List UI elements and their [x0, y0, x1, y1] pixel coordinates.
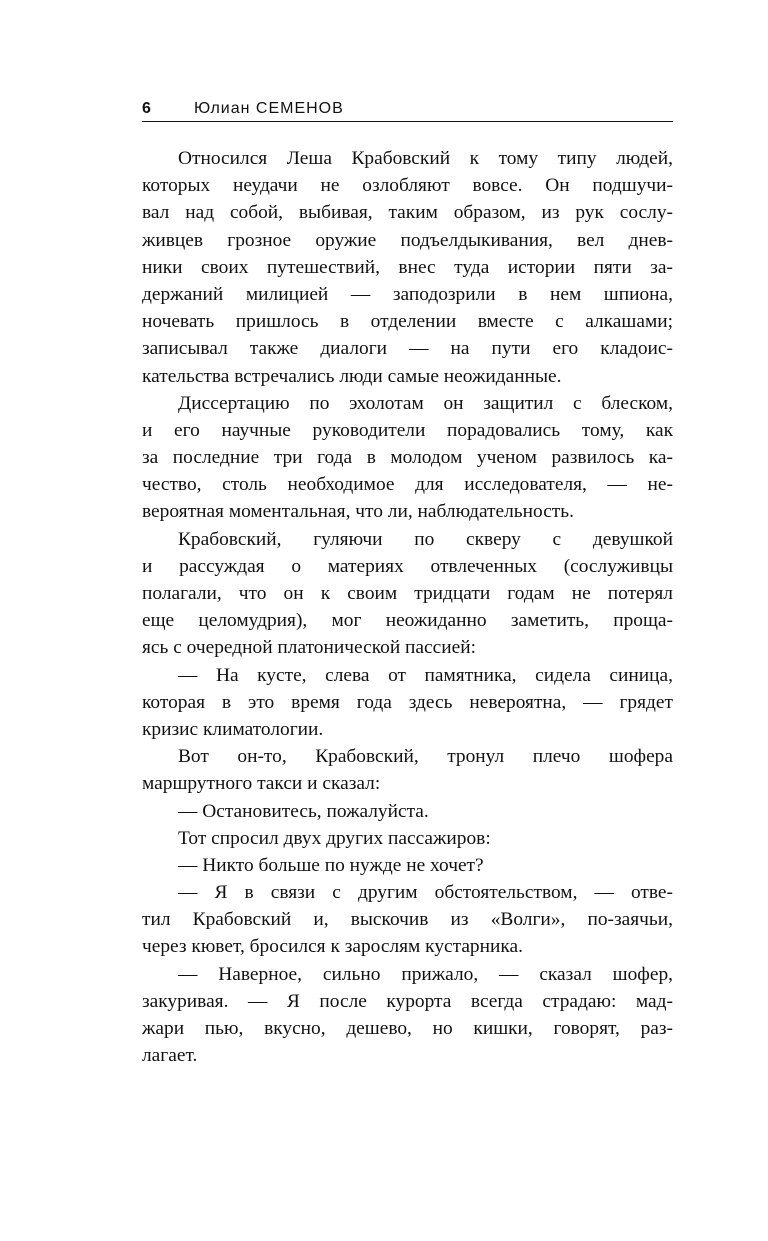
text-line: держаний милицией — заподозрили в нем шпиона, [142, 283, 673, 305]
text-line: тил Крабовский и, выскочив из «Волги», по-заячьи, [142, 909, 673, 931]
text-line: — Я в связи с другим обстоятельством, — отве- [178, 882, 673, 904]
text-line: кательства встречались люди самые неожиданные. [142, 365, 562, 387]
text-line: вал над собой, выбивая, таким образом, из рук сослу- [142, 202, 673, 224]
text-line: Крабовский, гуляючи по скверу с девушкой [178, 528, 673, 550]
text-line: записывал также диалоги — на пути его кладоис- [142, 338, 673, 360]
author-name: Юлиан СЕМЕНОВ [194, 100, 344, 117]
text-line: — Остановитесь, пожалуйста. [178, 800, 429, 822]
text-line: Диссертацию по эхолотам он защитил с блеском, [178, 392, 673, 414]
body-text [142, 145, 673, 1069]
text-line: Тот спросил двух других пассажиров: [178, 827, 491, 849]
text-line: ночевать пришлось в отделении вместе с алкашами; [142, 311, 673, 333]
text-line: и рассуждая о материях отвлеченных (сослуживцы [142, 555, 673, 577]
text-line: жари пью, вкусно, дешево, но кишки, говорят, раз- [142, 1018, 673, 1039]
text-line: маршрутного такси и сказал: [142, 773, 381, 795]
text-line: еще целомудрия), мог неожиданно заметить, проща- [142, 610, 673, 632]
text-line: живцев грозное оружие подъелдыкивания, вел днев- [142, 229, 673, 251]
text-line: чество, столь необходимое для исследователя, — не- [142, 474, 673, 496]
text-line: которая в это время года здесь невероятна, — грядет [142, 691, 673, 713]
text-line: закуривая. — Я после курорта всегда страдаю: мад- [142, 990, 673, 1012]
text-line: — На кусте, слева от памятника, сидела синица, [178, 664, 673, 686]
text-line: Вот он-то, Крабовский, тронул плечо шофера [178, 746, 673, 768]
text-line: — Наверное, сильно прижало, — сказал шофер, [178, 963, 673, 985]
text-line: через кювет, бросился к зарослям кустарника. [142, 936, 523, 958]
text-line: ясь с очередной платонической пассией: [142, 637, 477, 659]
text-line: которых неудачи не озлобляют вовсе. Он подшучи- [142, 175, 673, 197]
running-header [142, 99, 673, 121]
header-rule [142, 121, 673, 122]
text-line: и его научные руководители порадовались тому, как [142, 419, 673, 441]
text-line: ники своих путешествий, внес туда истории пяти за- [142, 256, 673, 278]
text-line: за последние три года в молодом ученом развилось ка- [142, 447, 673, 469]
text-line: вероятная моментальная, что ли, наблюдательность. [142, 501, 574, 523]
text-line: лагает. [142, 1045, 198, 1067]
text-line: Относился Леша Крабовский к тому типу людей, [178, 148, 673, 169]
text-line: полагали, что он к своим тридцати годам не потерял [142, 583, 673, 604]
text-line: кризис климатологии. [142, 718, 324, 740]
page-number: 6 [142, 100, 152, 117]
text-line: — Никто больше по нужде не хочет? [178, 854, 484, 876]
